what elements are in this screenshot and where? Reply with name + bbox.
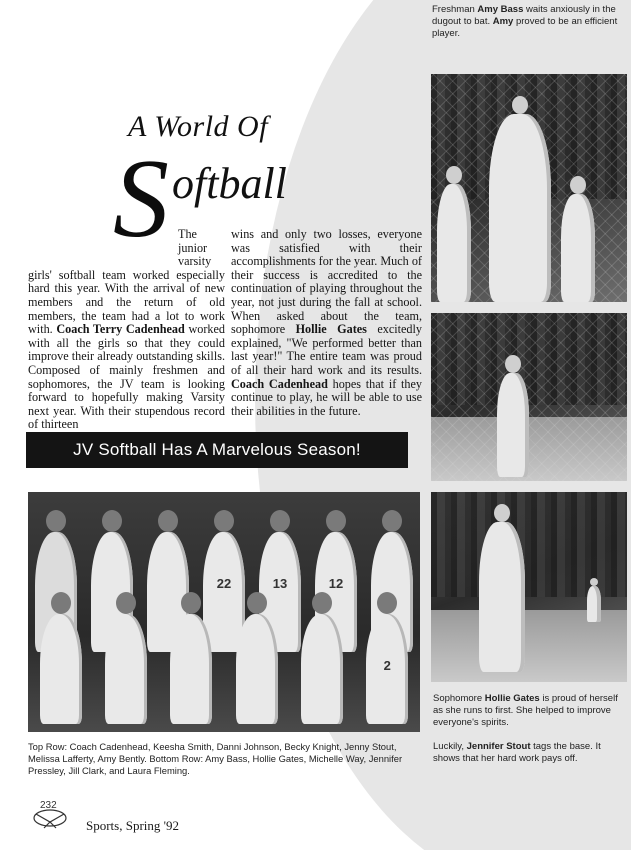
team-member bbox=[366, 614, 408, 724]
caption-name: Jennifer Stout bbox=[466, 741, 531, 752]
team-member bbox=[105, 614, 147, 724]
photo-player bbox=[561, 194, 595, 302]
team-member bbox=[301, 614, 343, 724]
caption-text: Sophomore bbox=[433, 693, 485, 704]
article-column-1 bbox=[28, 228, 225, 432]
caption-hollie-gates bbox=[433, 693, 627, 729]
caption-amy-bass bbox=[432, 4, 628, 40]
caption-text: waits anxiously in the dugout to bat. bbox=[432, 4, 616, 27]
article-text: excitedly explained, "We performed better than last year!" The entire team was proud of all their hard work and its results. bbox=[231, 322, 422, 377]
caption-text: Luckily, bbox=[433, 741, 467, 752]
team-member bbox=[170, 614, 212, 724]
article-name: Coach Cadenhead bbox=[231, 376, 328, 391]
photo-player bbox=[587, 586, 601, 622]
caption-text: proved to be an efficient player. bbox=[432, 16, 618, 39]
caption-jennifer-stout bbox=[433, 741, 627, 765]
caption-name: Amy Bass bbox=[477, 4, 524, 15]
title-drop-cap: S bbox=[113, 137, 169, 261]
team-bottom-row bbox=[28, 614, 420, 724]
caption-text: tags the base. It shows that her hard work pays off. bbox=[433, 741, 601, 764]
jersey-number: 13 bbox=[272, 576, 288, 591]
photo-hollie-running bbox=[431, 313, 627, 481]
article-name: Coach Terry Cadenhead bbox=[56, 322, 185, 337]
article-name: Hollie Gates bbox=[295, 322, 367, 337]
photo-fence bbox=[431, 313, 627, 481]
team-member bbox=[40, 614, 82, 724]
caption-name: Hollie Gates bbox=[484, 693, 540, 704]
article-text: wins and only two losses, everyone was satisfied with their accomplishments for the year. Much of their success is accredited to the continuation of playing throughout the year, not just during the fall at school. When asked about the team, sophomore bbox=[231, 227, 422, 337]
caption-team-roster bbox=[28, 741, 422, 777]
photo-player bbox=[479, 522, 525, 672]
team-photo bbox=[28, 492, 420, 732]
photo-jennifer-base bbox=[431, 492, 627, 682]
headline-banner: JV Softball Has A Marvelous Season! bbox=[26, 432, 408, 468]
photo-amy-bass-dugout bbox=[431, 74, 627, 302]
photo-player bbox=[437, 184, 471, 302]
caption-text: is proud of herself as she runs to first. She helped to improve everyone's spirits. bbox=[433, 693, 618, 728]
jersey-number: 12 bbox=[328, 576, 344, 591]
photo-player bbox=[497, 373, 529, 477]
caption-text: Freshman bbox=[432, 4, 478, 15]
jersey-number: 2 bbox=[383, 658, 391, 673]
title-rest: oftball bbox=[172, 159, 287, 208]
caption-name: Amy bbox=[492, 16, 514, 27]
article-text: worked with all the girls so that they could improve their already outstanding skills. Composed of mainly freshmen and sophomores, the JV team is looking forward to hopefully making Varsity next year. With their stupendous record of thirteen bbox=[28, 322, 225, 432]
drop-cap-spacer bbox=[28, 228, 178, 268]
photo-player bbox=[489, 114, 551, 302]
team-member bbox=[236, 614, 278, 724]
section-footer: Sports, Spring '92 bbox=[86, 818, 179, 833]
caption-text: Top Row: Coach Cadenhead, Keesha Smith, Danni Johnson, Becky Knight, Jenny Stout, Melissa Lafferty, Amy Bently. Bottom Row: Amy Bass, Hollie Gates, Michelle Way, Jennifer Pressley, Jill Clark, and Laura Fleming. bbox=[28, 741, 403, 776]
jersey-number: 22 bbox=[216, 576, 232, 591]
page-number: 232 bbox=[40, 800, 57, 811]
article-column-2 bbox=[231, 228, 422, 418]
article-text: hopes that if they continue to play, he will be able to use their abilities in the future. bbox=[231, 376, 422, 418]
title-line1: A World Of bbox=[128, 110, 269, 143]
article-text: The junior varsity girls' softball team worked especially hard this year. With the arrival of new members and the return of old members, the team had a lot to work with. bbox=[28, 227, 225, 337]
